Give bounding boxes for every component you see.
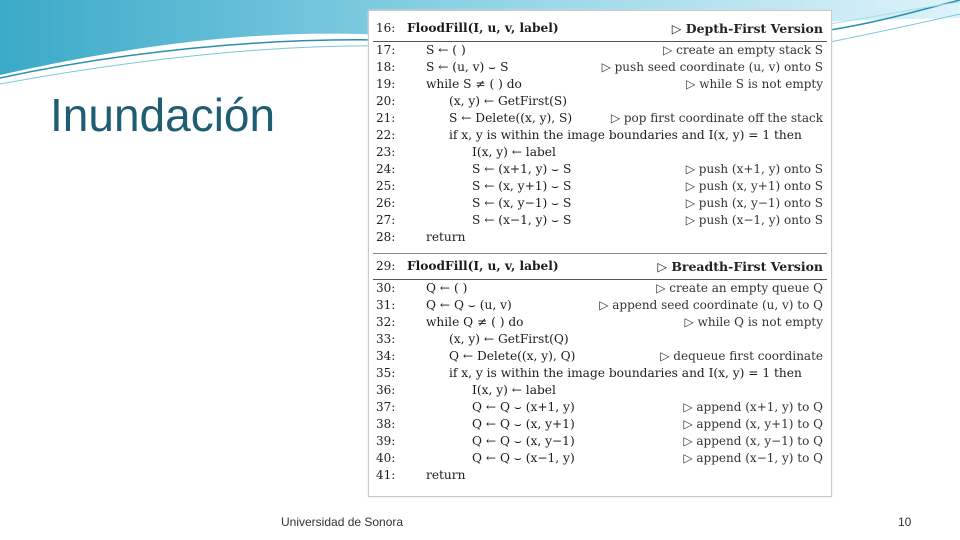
slide-title: Inundación (50, 89, 276, 141)
line-number: 23: (376, 145, 396, 159)
algorithm-line (369, 230, 831, 247)
line-comment: ▷ append (x, y+1) to Q (683, 417, 823, 431)
line-number: 27: (376, 213, 396, 227)
line-comment: ▷ append seed coordinate (u, v) to Q (599, 298, 823, 312)
code-statement: I(x, y) ← label (472, 383, 556, 397)
algorithm-line (369, 349, 831, 366)
algorithm-line (369, 366, 831, 383)
code-statement: while S ≠ ( ) do (426, 77, 522, 91)
code-statement: return (426, 468, 466, 482)
line-number: 30: (376, 281, 396, 295)
line-comment: ▷ append (x, y−1) to Q (683, 434, 823, 448)
code-statement: Q ← Q ⌣ (x−1, y) (472, 451, 575, 465)
line-number: 20: (376, 94, 396, 108)
section-divider (373, 253, 827, 254)
code-statement: if x, y is within the image boundaries and I(x, y) = 1 then (449, 128, 802, 142)
code-statement: (x, y) ← GetFirst(S) (449, 94, 568, 108)
algorithm-line (369, 417, 831, 434)
line-number: 35: (376, 366, 396, 380)
line-number: 32: (376, 315, 396, 329)
line-comment: ▷ create an empty queue Q (656, 281, 823, 295)
line-comment: ▷ dequeue first coordinate (660, 349, 823, 363)
algorithm-line (369, 196, 831, 213)
line-number: 18: (376, 60, 396, 74)
code-statement: while Q ≠ ( ) do (426, 315, 524, 329)
line-comment: ▷ pop first coordinate off the stack (610, 111, 823, 125)
line-comment: ▷ append (x−1, y) to Q (683, 451, 823, 465)
line-comment: ▷ push (x, y−1) onto S (685, 196, 823, 210)
algorithm-line (369, 315, 831, 332)
line-number: 22: (376, 128, 396, 142)
code-statement: S ← Delete((x, y), S) (449, 111, 573, 125)
code-statement: Q ← Q ⌣ (u, v) (426, 298, 512, 312)
code-statement: if x, y is within the image boundaries and I(x, y) = 1 then (449, 366, 802, 380)
line-number: 41: (376, 468, 396, 482)
algorithm-line (369, 400, 831, 417)
line-comment: ▷ push (x, y+1) onto S (685, 179, 823, 193)
line-number: 37: (376, 400, 396, 414)
code-statement: Q ← Q ⌣ (x, y+1) (472, 417, 575, 431)
algorithm-line (369, 43, 831, 60)
version-label: ▷ Breadth-First Version (657, 259, 823, 274)
algorithm-line (369, 332, 831, 349)
code-statement: Q ← ( ) (426, 281, 468, 295)
line-number: 21: (376, 111, 396, 125)
line-number: 34: (376, 349, 396, 363)
code-statement: I(x, y) ← label (472, 145, 556, 159)
algorithm-line (369, 77, 831, 94)
function-signature: FloodFill(I, u, v, label) (407, 259, 559, 273)
algorithm-line (369, 213, 831, 230)
line-number: 17: (376, 43, 396, 57)
code-statement: S ← (x+1, y) ⌣ S (472, 162, 572, 176)
page-number: 10 (898, 515, 912, 529)
flood-fill-algorithm (368, 10, 832, 497)
algorithm-line (369, 60, 831, 77)
algorithm-line (369, 468, 831, 485)
line-number: 39: (376, 434, 396, 448)
algorithm-line (369, 111, 831, 128)
line-number: 40: (376, 451, 396, 465)
line-number: 38: (376, 417, 396, 431)
footer-institution: Universidad de Sonora (281, 515, 404, 529)
code-statement: S ← (x, y−1) ⌣ S (472, 196, 572, 210)
algorithm-line (369, 128, 831, 145)
line-number: 19: (376, 77, 396, 91)
line-number: 36: (376, 383, 396, 397)
code-statement: Q ← Q ⌣ (x, y−1) (472, 434, 575, 448)
header-rule (373, 41, 827, 42)
algorithm-line (369, 434, 831, 451)
code-statement: S ← (u, v) ⌣ S (426, 60, 509, 74)
line-number: 29: (376, 259, 396, 273)
version-label: ▷ Depth-First Version (671, 21, 823, 36)
algorithm-header-line (369, 21, 831, 38)
line-comment: ▷ append (x+1, y) to Q (683, 400, 823, 414)
line-number: 33: (376, 332, 396, 346)
algorithm-line (369, 451, 831, 468)
code-statement: S ← ( ) (426, 43, 466, 57)
line-comment: ▷ push seed coordinate (u, v) onto S (601, 60, 823, 74)
code-statement: (x, y) ← GetFirst(Q) (449, 332, 569, 346)
algorithm-line (369, 281, 831, 298)
code-statement: Q ← Q ⌣ (x+1, y) (472, 400, 575, 414)
line-number: 24: (376, 162, 396, 176)
line-comment: ▷ push (x−1, y) onto S (685, 213, 823, 227)
line-comment: ▷ while Q is not empty (684, 315, 823, 329)
line-comment: ▷ create an empty stack S (663, 43, 823, 57)
algorithm-line (369, 383, 831, 400)
line-number: 25: (376, 179, 396, 193)
code-statement: S ← (x, y+1) ⌣ S (472, 179, 572, 193)
algorithm-line (369, 162, 831, 179)
header-rule (373, 279, 827, 280)
algorithm-header-line (369, 259, 831, 276)
algorithm-line (369, 145, 831, 162)
line-number: 28: (376, 230, 396, 244)
line-comment: ▷ push (x+1, y) onto S (685, 162, 823, 176)
code-statement: return (426, 230, 466, 244)
line-number: 26: (376, 196, 396, 210)
algorithm-line (369, 179, 831, 196)
function-signature: FloodFill(I, u, v, label) (407, 21, 559, 35)
code-statement: Q ← Delete((x, y), Q) (449, 349, 576, 363)
code-statement: S ← (x−1, y) ⌣ S (472, 213, 572, 227)
algorithm-line (369, 94, 831, 111)
line-number: 31: (376, 298, 396, 312)
line-number: 16: (376, 21, 396, 35)
algorithm-line (369, 298, 831, 315)
line-comment: ▷ while S is not empty (686, 77, 823, 91)
